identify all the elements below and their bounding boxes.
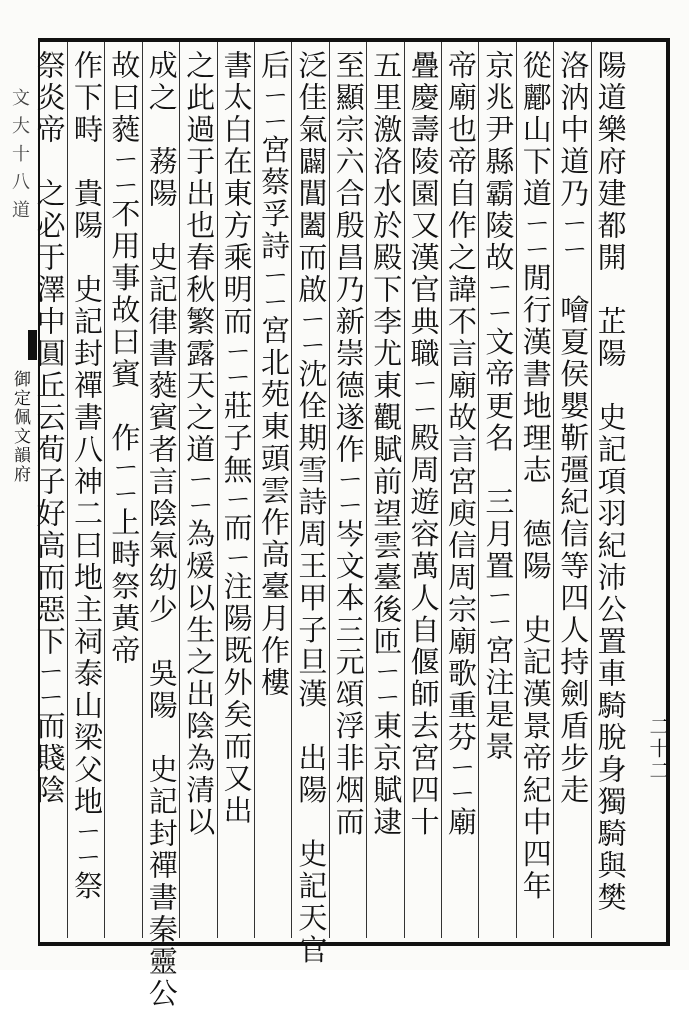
column-rule [142, 42, 143, 938]
column-rule [553, 42, 554, 938]
column-rule [516, 42, 517, 938]
column-rule [478, 42, 479, 938]
text-column: 洛汭中道乃ㄧㄧ 噲夏侯嬰靳彊紀信等四人持劍盾步走 [556, 50, 591, 807]
column-rule [366, 42, 367, 938]
text-column: 故曰蕤ㄧㄧ不用事故曰賓 作ㄧㄧ上畤祭黃帝 [107, 50, 142, 667]
column-rule [104, 42, 105, 938]
spine-title: 御定佩文韻府 [10, 370, 30, 484]
text-column: 京兆尹縣霸陵故ㄧㄧ文帝更名 三月置ㄧㄧ宮注是景 [481, 50, 516, 763]
text-column: 書太白在東方乘明而ㄧㄧ莊子無ㄧ而ㄧ注陽既外矣而又出 [219, 50, 254, 827]
text-column: 后ㄧㄧ宮蔡孚詩ㄧㄧ宮北苑東頭雲作高臺月作樓 [257, 50, 291, 699]
column-rule [404, 42, 405, 938]
text-column: 從酈山下道ㄧㄧ閒行漢書地理志 德陽 史記漢景帝紀中四年 [518, 50, 553, 903]
text-column: 陽道樂府建都開 芷陽 史記項羽紀沛公置車騎脫身獨騎與樊 [593, 50, 628, 914]
column-rule [591, 42, 592, 938]
text-column: 帝廟也帝自作之諱不言廟故言宮庾信周宗廟歌重芬ㄧㄧ廟 [444, 50, 478, 839]
text-column: 泛佳氣闢閶闔而啟ㄧㄧ沈佺期雪詩周王甲子旦漢 出陽 史記天官 [294, 50, 329, 967]
spine-fragment: 文大十八道 [9, 88, 30, 228]
column-rule [441, 42, 442, 938]
page-number: 二十二 [646, 716, 670, 782]
text-column: 疊慶壽陵園又漢官典職ㄧㄧ殿周遊容萬人自偃師去宮四十 [406, 50, 441, 839]
column-rule [179, 42, 180, 938]
text-column: 成之 蓩陽 史記律書蕤賓者言陰氣幼少 吳陽 史記封禪書秦靈公 [144, 50, 179, 1010]
column-rule [329, 42, 330, 938]
column-rule [254, 42, 255, 938]
text-column: 作下畤 貴陽 史記封禪書八神二曰地主祠泰山梁父地ㄧㄧ祭 [70, 50, 104, 903]
text-column: 祭炎帝 之必于澤中圓丘云荀子好高而惡下ㄧㄧ而賤陰 [32, 50, 67, 807]
column-rule [291, 42, 292, 938]
text-column: 五里激洛水於殿下李尤東觀賦前望雲臺後匝ㄧㄧ東京賦逮 [369, 50, 404, 839]
column-rule [67, 42, 68, 938]
column-rule [217, 42, 218, 938]
text-column: 之此過于出也春秋繁露天之道ㄧㄧ為煖以生之出陰為清以 [182, 50, 217, 839]
text-column: 至顯宗六合殷昌乃新崇德遂作ㄧㄧ岑文本三元頌浮非烟而 [331, 50, 366, 839]
